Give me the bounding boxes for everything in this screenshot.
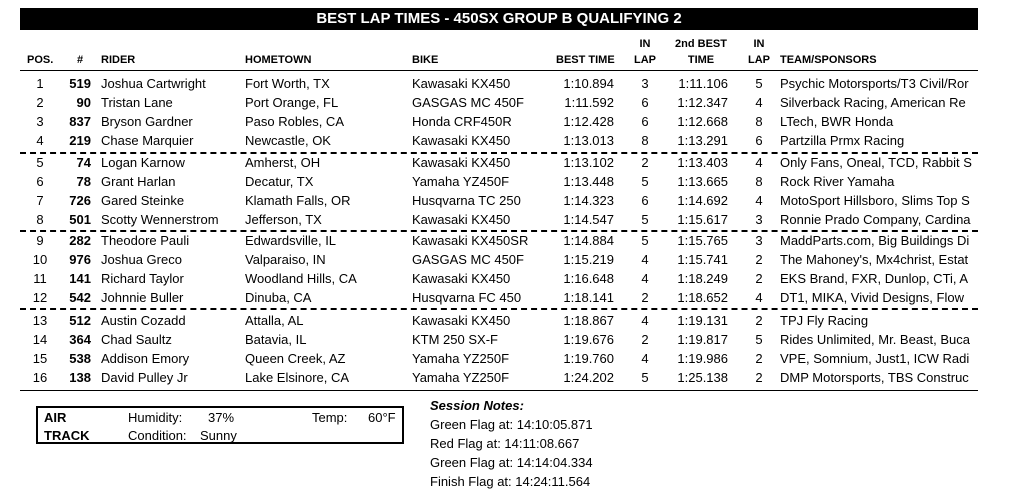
- cell-rider: David Pulley Jr: [101, 370, 188, 385]
- cell-team: MotoSport Hillsboro, Slims Top S: [780, 193, 970, 208]
- cell-best-time: 1:12.428: [563, 114, 614, 129]
- cell-in-lap2: 5: [755, 76, 763, 91]
- cell-in-lap: 2: [641, 155, 649, 170]
- cell-in-lap2: 2: [755, 313, 763, 328]
- cell-in-lap: 6: [641, 95, 649, 110]
- group-separator: [20, 308, 978, 310]
- conditions-box: [36, 406, 404, 444]
- cell-in-lap2: 4: [755, 290, 763, 305]
- header-in-lap-top: IN: [639, 38, 651, 50]
- table-bottom-border: [20, 390, 978, 391]
- cell-best-time: 1:14.884: [563, 233, 614, 248]
- cell-bike: Kawasaki KX450: [412, 155, 511, 170]
- cell-in-lap: 8: [641, 133, 649, 148]
- session-notes-title: Session Notes:: [430, 398, 524, 413]
- cell-in-lap: 6: [641, 193, 649, 208]
- cell-rider: Tristan Lane: [101, 95, 173, 110]
- table-row: [0, 112, 1019, 131]
- cell-bike: Kawasaki KX450: [412, 313, 511, 328]
- cell-number: 512: [69, 313, 91, 328]
- cell-second-best: 1:12.668: [677, 114, 728, 129]
- cell-hometown: Edwardsville, IL: [245, 233, 337, 248]
- cell-pos: 4: [36, 133, 44, 148]
- cell-pos: 10: [32, 252, 48, 267]
- table-row: [0, 210, 1019, 229]
- header-divider: [20, 70, 978, 71]
- cell-team: Ronnie Prado Company, Cardina: [780, 212, 971, 227]
- cell-best-time: 1:15.219: [563, 252, 614, 267]
- cell-bike: GASGAS MC 450F: [412, 95, 524, 110]
- cell-second-best: 1:12.347: [677, 95, 728, 110]
- condition-label: Condition:: [128, 428, 187, 443]
- cell-team: Rides Unlimited, Mr. Beast, Buca: [780, 332, 971, 347]
- cell-number: 364: [69, 332, 91, 347]
- cell-hometown: Woodland Hills, CA: [245, 271, 357, 286]
- cell-second-best: 1:13.291: [677, 133, 728, 148]
- cell-number: 74: [76, 155, 91, 170]
- table-row: [0, 131, 1019, 150]
- table-row: [0, 330, 1019, 349]
- table-row: [0, 250, 1019, 269]
- cell-bike: Honda CRF450R: [412, 114, 512, 129]
- cell-best-time: 1:18.867: [563, 313, 614, 328]
- cell-hometown: Valparaiso, IN: [245, 252, 326, 267]
- cell-rider: Scotty Wennerstrom: [101, 212, 219, 227]
- cell-bike: Yamaha YZ250F: [412, 370, 510, 385]
- cell-number: 542: [69, 290, 91, 305]
- cell-team: LTech, BWR Honda: [780, 114, 894, 129]
- report-title: BEST LAP TIMES - 450SX GROUP B QUALIFYING 2: [20, 8, 978, 30]
- cell-best-time: 1:10.894: [563, 76, 614, 91]
- cell-team: DT1, MIKA, Vivid Designs, Flow: [780, 290, 964, 305]
- cell-hometown: Newcastle, OK: [245, 133, 331, 148]
- header-hometown: HOMETOWN: [245, 54, 312, 66]
- cell-number: 726: [69, 193, 91, 208]
- cell-bike: Husqvarna TC 250: [412, 193, 521, 208]
- cell-hometown: Fort Worth, TX: [245, 76, 330, 91]
- cell-in-lap: 6: [641, 114, 649, 129]
- cell-team: TPJ Fly Racing: [780, 313, 869, 328]
- cell-team: MaddParts.com, Big Buildings Di: [780, 233, 970, 248]
- cell-second-best: 1:19.986: [677, 351, 728, 366]
- cell-pos: 15: [32, 351, 48, 366]
- cell-best-time: 1:18.141: [563, 290, 614, 305]
- cell-best-time: 1:13.448: [563, 174, 614, 189]
- cell-in-lap: 3: [641, 76, 649, 91]
- cell-in-lap: 4: [641, 313, 649, 328]
- temp-value: 60°F: [368, 410, 396, 425]
- cell-bike: Yamaha YZ450F: [412, 174, 510, 189]
- header-in-lap2-top: IN: [753, 38, 765, 50]
- cell-in-lap2: 4: [755, 155, 763, 170]
- cell-in-lap: 5: [641, 212, 649, 227]
- cell-number: 519: [69, 76, 91, 91]
- cell-pos: 12: [32, 290, 48, 305]
- session-note: Finish Flag at: 14:24:11.564: [430, 474, 591, 489]
- cell-second-best: 1:19.817: [677, 332, 728, 347]
- table-row: [0, 269, 1019, 288]
- cell-team: VPE, Somnium, Just1, ICW Radi: [780, 351, 970, 366]
- header-pos: POS.: [27, 54, 54, 66]
- header-rider: RIDER: [101, 54, 136, 66]
- cell-best-time: 1:16.648: [563, 271, 614, 286]
- cell-in-lap: 5: [641, 174, 649, 189]
- cell-team: EKS Brand, FXR, Dunlop, CTi, A: [780, 271, 969, 286]
- cell-in-lap2: 8: [755, 174, 763, 189]
- cell-pos: 2: [36, 95, 44, 110]
- cell-second-best: 1:18.652: [677, 290, 728, 305]
- cell-number: 976: [69, 252, 91, 267]
- table-row: [0, 288, 1019, 307]
- table-row: [0, 311, 1019, 330]
- cell-in-lap2: 4: [755, 193, 763, 208]
- cell-number: 138: [69, 370, 91, 385]
- cell-hometown: Amherst, OH: [245, 155, 321, 170]
- cell-pos: 11: [33, 271, 47, 286]
- header-second-best-bottom: TIME: [687, 54, 715, 66]
- cell-pos: 16: [32, 370, 48, 385]
- cell-pos: 14: [32, 332, 48, 347]
- cell-rider: Richard Taylor: [101, 271, 184, 286]
- cell-number: 78: [76, 174, 91, 189]
- cell-rider: Logan Karnow: [101, 155, 185, 170]
- cell-second-best: 1:15.765: [677, 233, 728, 248]
- cell-pos: 3: [36, 114, 44, 129]
- cell-in-lap2: 3: [755, 233, 763, 248]
- cell-hometown: Attalla, AL: [245, 313, 304, 328]
- cell-second-best: 1:15.617: [677, 212, 728, 227]
- cell-second-best: 1:13.665: [677, 174, 728, 189]
- cell-rider: Chase Marquier: [101, 133, 194, 148]
- cell-team: Only Fans, Oneal, TCD, Rabbit S: [780, 155, 972, 170]
- cell-hometown: Paso Robles, CA: [245, 114, 344, 129]
- header-number: #: [77, 54, 84, 66]
- cell-second-best: 1:14.692: [677, 193, 728, 208]
- cell-rider: Joshua Greco: [101, 252, 182, 267]
- cell-number: 501: [69, 212, 91, 227]
- header-in-lap2-bottom: LAP: [748, 54, 770, 66]
- cell-hometown: Jefferson, TX: [245, 212, 322, 227]
- cell-second-best: 1:13.403: [677, 155, 728, 170]
- cell-bike: KTM 250 SX-F: [412, 332, 498, 347]
- cell-bike: Kawasaki KX450SR: [412, 233, 529, 248]
- cell-in-lap2: 4: [755, 95, 763, 110]
- session-note: Green Flag at: 14:14:04.334: [430, 455, 593, 470]
- cell-team: DMP Motorsports, TBS Construc: [780, 370, 969, 385]
- cell-hometown: Klamath Falls, OR: [245, 193, 351, 208]
- header-second-best-top: 2nd BEST: [675, 38, 727, 50]
- cell-rider: Grant Harlan: [101, 174, 176, 189]
- cell-rider: Johnnie Buller: [101, 290, 184, 305]
- cell-hometown: Lake Elsinore, CA: [245, 370, 350, 385]
- cell-bike: Kawasaki KX450: [412, 133, 511, 148]
- cell-rider: Joshua Cartwright: [101, 76, 206, 91]
- cell-best-time: 1:14.323: [563, 193, 614, 208]
- cell-pos: 13: [32, 313, 48, 328]
- cell-pos: 9: [36, 233, 44, 248]
- cell-rider: Gared Steinke: [101, 193, 185, 208]
- cell-in-lap2: 5: [755, 332, 763, 347]
- cell-rider: Bryson Gardner: [101, 114, 193, 129]
- cell-in-lap2: 8: [755, 114, 763, 129]
- cell-hometown: Dinuba, CA: [245, 290, 312, 305]
- cell-pos: 8: [36, 212, 44, 227]
- header-in-lap-bottom: LAP: [634, 54, 656, 66]
- cell-second-best: 1:18.249: [677, 271, 728, 286]
- cell-pos: 7: [36, 193, 44, 208]
- cell-bike: Husqvarna FC 450: [412, 290, 522, 305]
- air-label: AIR: [44, 410, 67, 425]
- table-row: [0, 231, 1019, 250]
- cell-team: Psychic Motorsports/T3 Civil/Ror: [780, 76, 969, 91]
- cell-second-best: 1:19.131: [677, 313, 728, 328]
- cell-team: Silverback Racing, American Re: [780, 95, 966, 110]
- cell-in-lap2: 3: [755, 212, 763, 227]
- cell-pos: 5: [36, 155, 44, 170]
- cell-second-best: 1:15.741: [677, 252, 728, 267]
- cell-bike: GASGAS MC 450F: [412, 252, 524, 267]
- cell-best-time: 1:13.102: [563, 155, 614, 170]
- cell-best-time: 1:24.202: [563, 370, 614, 385]
- cell-second-best: 1:11.106: [678, 76, 728, 91]
- cell-in-lap: 4: [641, 351, 649, 366]
- cell-best-time: 1:19.676: [563, 332, 614, 347]
- header-best-time: BEST TIME: [556, 54, 615, 66]
- cell-number: 538: [69, 351, 91, 366]
- track-label: TRACK: [44, 428, 90, 443]
- condition-value: Sunny: [200, 428, 237, 443]
- cell-hometown: Batavia, IL: [245, 332, 307, 347]
- cell-number: 219: [69, 133, 91, 148]
- session-note: Green Flag at: 14:10:05.871: [430, 417, 593, 432]
- cell-in-lap: 4: [641, 271, 649, 286]
- cell-in-lap2: 2: [755, 271, 763, 286]
- cell-in-lap: 5: [641, 370, 649, 385]
- table-row: [0, 172, 1019, 191]
- cell-bike: Kawasaki KX450: [412, 271, 511, 286]
- table-row: [0, 153, 1019, 172]
- cell-bike: Kawasaki KX450: [412, 212, 511, 227]
- cell-team: Rock River Yamaha: [780, 174, 895, 189]
- cell-hometown: Port Orange, FL: [245, 95, 339, 110]
- cell-in-lap: 2: [641, 290, 649, 305]
- cell-team: Partzilla Prmx Racing: [780, 133, 905, 148]
- cell-in-lap2: 6: [755, 133, 763, 148]
- table-row: [0, 368, 1019, 387]
- cell-team: The Mahoney's, Mx4christ, Estat: [780, 252, 969, 267]
- table-row: [0, 74, 1019, 93]
- cell-rider: Austin Cozadd: [101, 313, 186, 328]
- humidity-value: 37%: [208, 410, 235, 425]
- temp-label: Temp:: [312, 410, 348, 425]
- cell-rider: Chad Saultz: [101, 332, 172, 347]
- cell-number: 141: [69, 271, 91, 286]
- cell-rider: Theodore Pauli: [101, 233, 190, 248]
- cell-in-lap2: 2: [755, 351, 763, 366]
- table-row: [0, 191, 1019, 210]
- cell-in-lap2: 2: [755, 252, 763, 267]
- cell-pos: 1: [36, 76, 44, 91]
- cell-number: 837: [69, 114, 91, 129]
- cell-best-time: 1:19.760: [563, 351, 614, 366]
- cell-hometown: Queen Creek, AZ: [245, 351, 346, 366]
- session-note: Red Flag at: 14:11:08.667: [430, 436, 580, 451]
- cell-in-lap: 2: [641, 332, 649, 347]
- header-bike: BIKE: [412, 54, 439, 66]
- cell-in-lap2: 2: [755, 370, 763, 385]
- cell-bike: Yamaha YZ250F: [412, 351, 510, 366]
- cell-best-time: 1:14.547: [563, 212, 614, 227]
- cell-bike: Kawasaki KX450: [412, 76, 511, 91]
- cell-best-time: 1:11.592: [564, 95, 614, 110]
- header-team: TEAM/SPONSORS: [780, 54, 877, 66]
- cell-second-best: 1:25.138: [677, 370, 728, 385]
- cell-pos: 6: [36, 174, 44, 189]
- cell-number: 90: [76, 95, 91, 110]
- table-row: [0, 349, 1019, 368]
- cell-number: 282: [69, 233, 91, 248]
- table-row: [0, 93, 1019, 112]
- cell-rider: Addison Emory: [101, 351, 190, 366]
- cell-hometown: Decatur, TX: [245, 174, 314, 189]
- cell-in-lap: 5: [641, 233, 649, 248]
- cell-in-lap: 4: [641, 252, 649, 267]
- cell-best-time: 1:13.013: [563, 133, 614, 148]
- humidity-label: Humidity:: [128, 410, 183, 425]
